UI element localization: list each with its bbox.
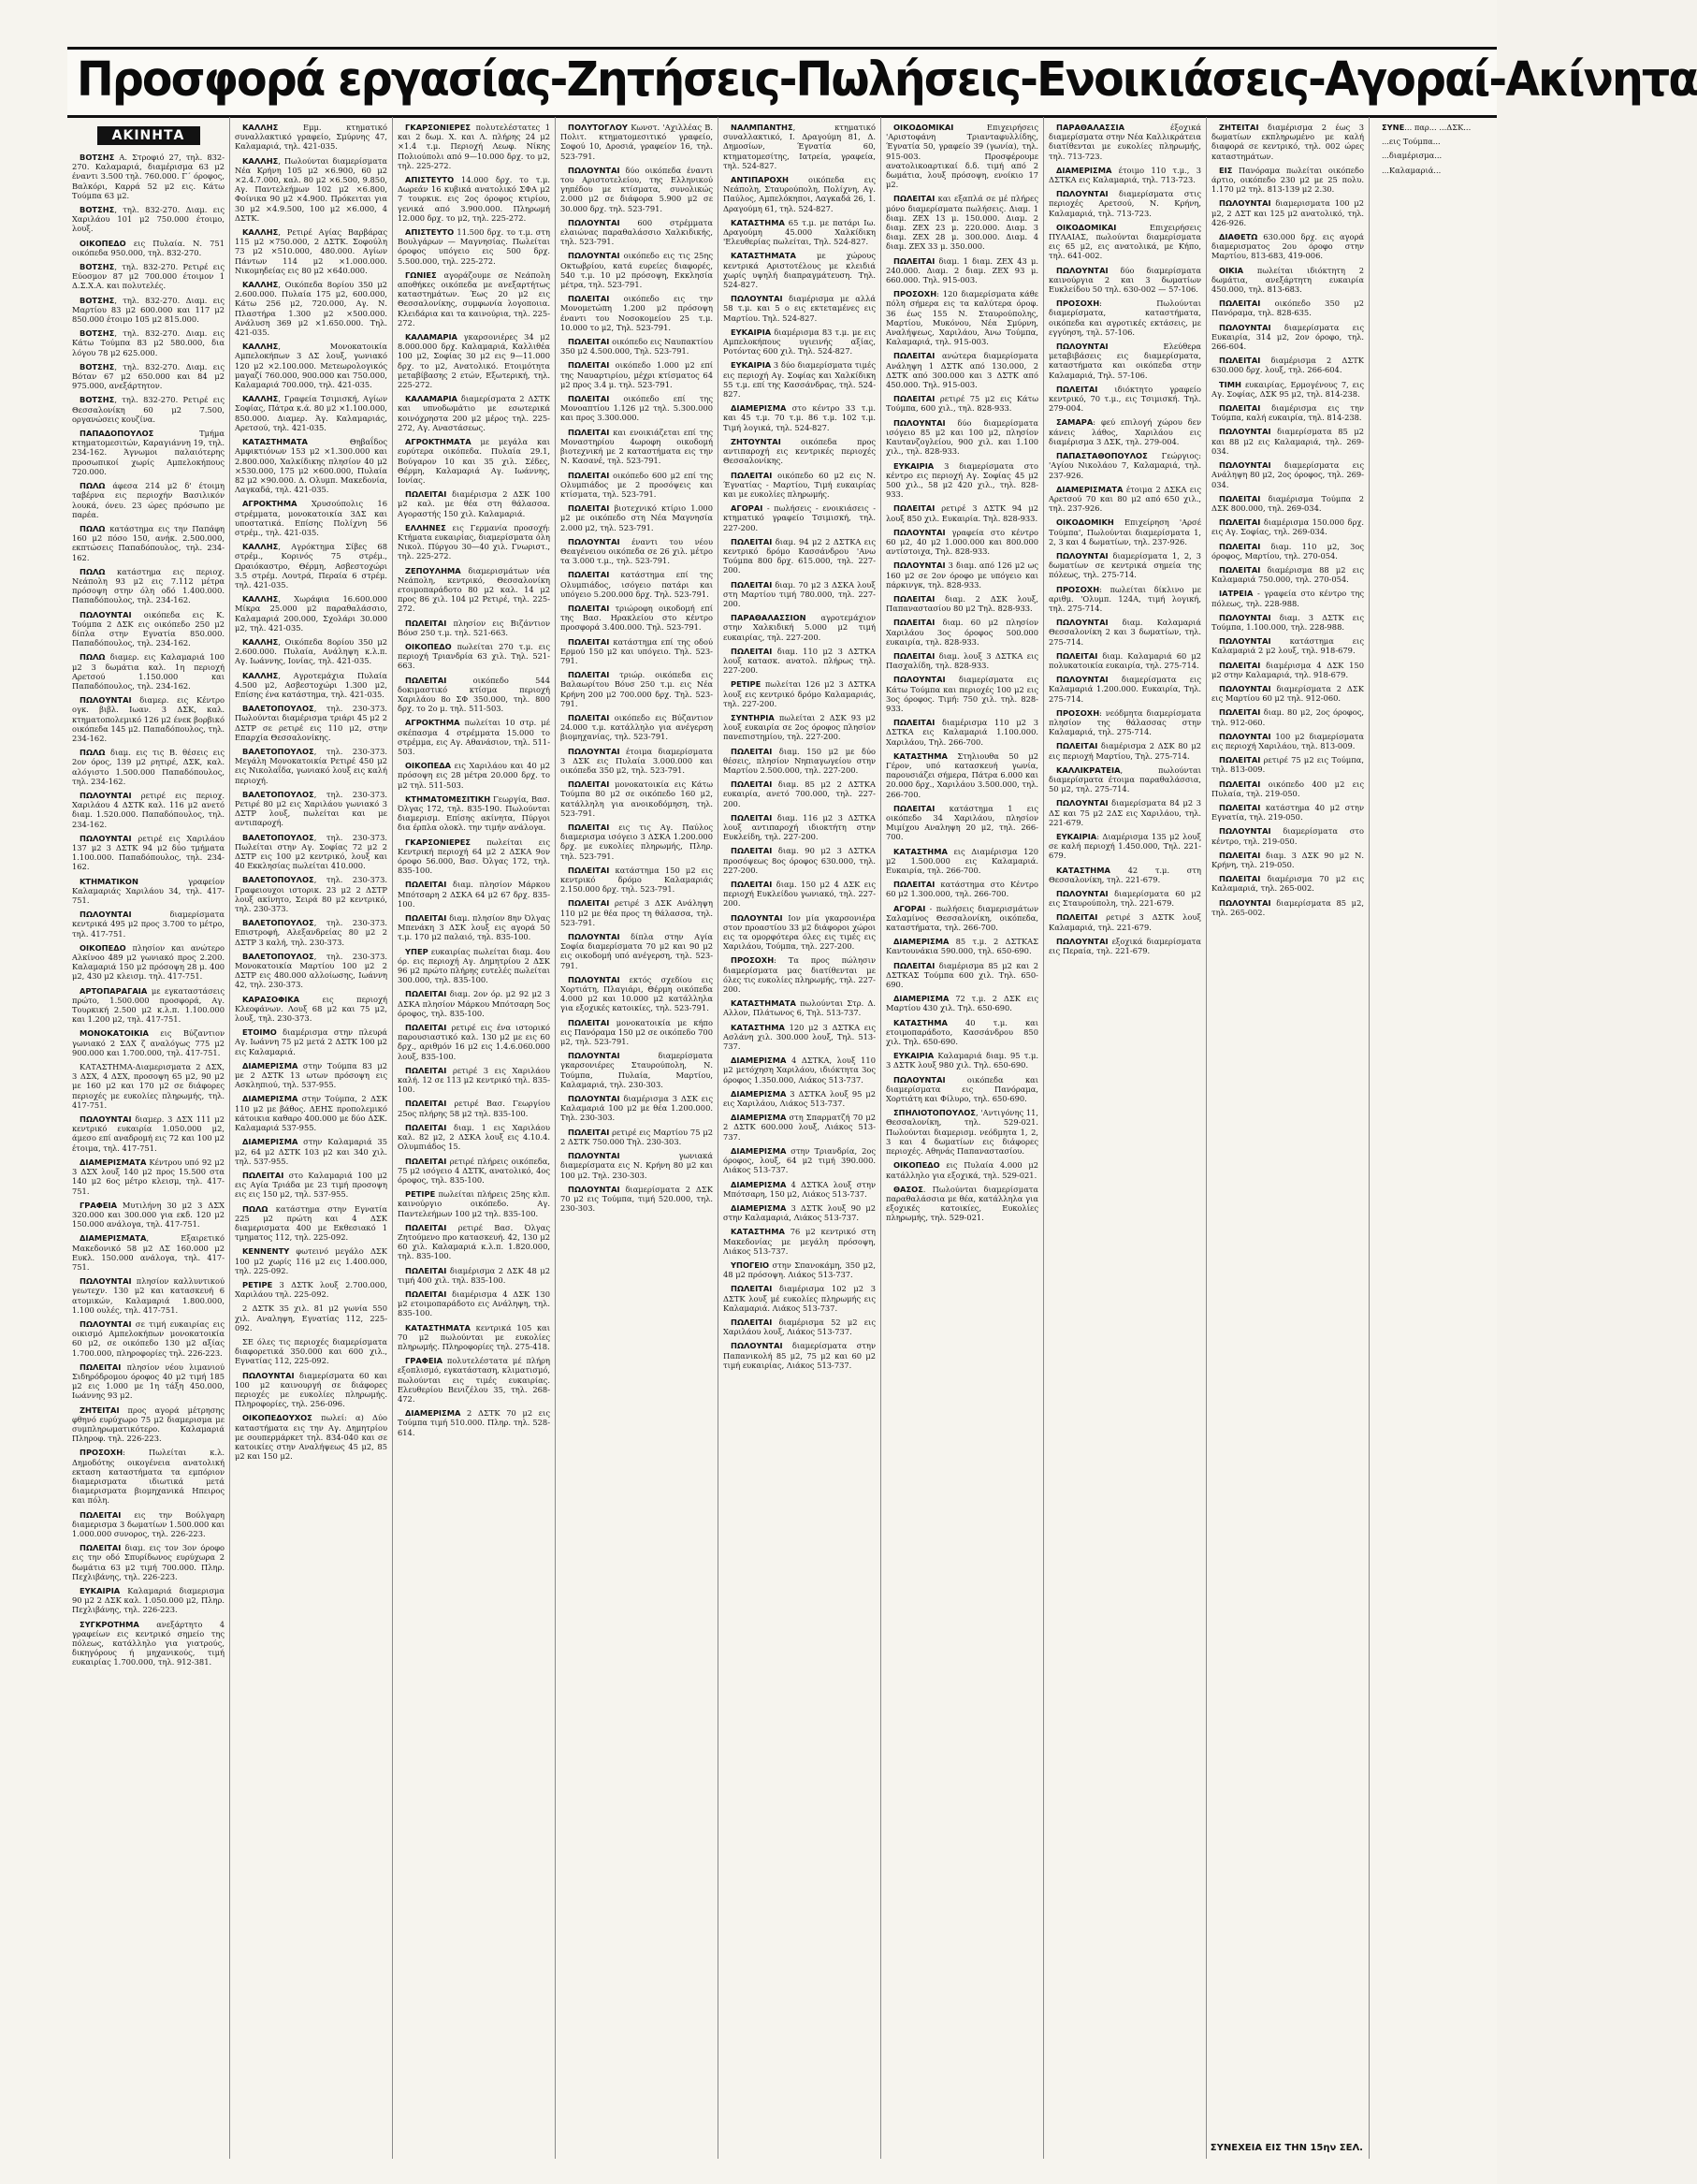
classified-ad: ΚΑΛΛΗΣ, Μονοκατοικία Αμπελοκήπων 3 ΔΣ λουξ, γωνιακό 120 μ2 ×2.100.000. Μετεωρολογικός μαγαζί 760.000, 900.000 και 750.000, Καλαμαριά 700.000, τηλ. 421-035. [235,342,387,390]
classified-ad: ΚΑΛΑΜΑΡΙΑ διαμερίσματα 2 ΔΣΤΚ και υπνοδωμάτιο με εσωτερικά κοινόχρηστα 200 μ2 μέρος τηλ. 225-272, Αγ. Αναστάσεως. [398,394,550,432]
classified-ad: ΠΩΛΟΥΝΤΑΙ διαμερ. εις Κέντρο ογκ. βιβλ. Ιωαν. 3 ΔΣΚ, καλ. κτηματοπολεμικό 126 μ2 ένεκ βορβικό οικόπεδα 145 μ2. Παπαδόπουλος, τηλ. 234-162. [72,695,225,743]
classified-ad: ΟΙΚΟΔΟΜΙΚΑΙ Επιχειρήσεις ΠΥΛΑΙΑΣ, πωλούνται διαμερίσματα εις 65 μ2, εις ανατολικά, με Κήπο, τηλ. 641-002. [1049,222,1201,261]
classified-ad: ΠΩΛΟΥΝΤΑΙ οικόπεδο εις τις 25ης Οκτωβρίου, κατά ευρείες διαφορές, 540 τ.μ. 10 μ2 πρόσοψη, Εκκλησία μέτρα, τηλ. 523-791. [560,251,713,290]
classified-ad: ΚΑΛΛΗΣ, Ρετιρέ Αγίας Βαρβάρας 115 μ2 ×750.000, 2 ΔΣΤΚ. Σοφούλη 73 μ2 ×510.000, 480.000. Αγίων Πάντων 114 μ2 ×1.000.000. Νικομηδείας εις 80 μ2 ×640.000. [235,227,387,275]
classified-ad: ΠΩΛΕΙΤΑΙ διαμ. 70 μ2 3 ΔΣΚΑ λουξ στη Μαρτίου τιμή 780.000, τηλ. 227-200. [723,579,876,608]
classified-ad: ΔΙΑΜΕΡΙΣΜΑ έτοιμο 110 τ.μ., 3 ΔΣΤΚΑ εις Καλαμαριά, τηλ. 713-723. [1049,165,1201,185]
classified-ad: ΠΩΛΟΥΝΤΑΙ διαμ. Καλαμαριά Θεσσαλονίκη 2 και 3 δωματίων, τηλ. 275-714. [1049,618,1201,647]
classified-ad: ΠΩΛΕΙΤΑΙ διαμ. 150 μ2 με δύο θέσεις, πλησίον Νηπιαγωγείου στην Μαρτίου 2.500.000, τηλ. 227-200. [723,746,876,775]
classified-ad: ΠΩΛΕΙΤΑΙ οικόπεδο εις Ναυπακτίου 350 μ2 4.500.000, Τηλ. 523-791. [560,337,713,357]
classified-ad: ΠΩΛΕΙΤΑΙ και εξαπλά σε μέ πλήρες μόνο διαμερίσματα πωλήσεις. Διαμ. 1 διαμ. ΖΕΧ 13 μ. 150.000. Διαμ. 2 διαμ. ΖΕΧ 23 μ. 220.000. Διαμ. 3 διαμ. ΖΕΧ 28 μ. 300.000. Διαμ. 4 διαμ. ΖΕΧ 33 μ. 350.000. [886,194,1038,252]
classified-ad: ΠΟΛΥΤΟΓΛΟΥ Κωνστ. 'Αχιλλέας Β. Πολιτ. κτηματομεσιτικό γραφείο, Σοφού 10, Δροσιά, γραφείον 16, τηλ. 523-791. [560,123,713,161]
classified-ad: ΥΠΕΡ ευκαιρίας πωλείται διαμ. 4ου όρ. εις περιοχή Αγ. Δημητρίου 2 ΔΣΚ 96 μ2 πρώτο πλήρης ευτελές πωλείται 300.000, τηλ. 835-100. [398,946,550,985]
classified-ad: ΠΩΛΟΥΝΤΑΙ διαμέρισμα με αλλά 58 τ.μ. και 5 ο εις εκτεταμένες εις Μαρτίου. Τηλ. 524-827. [723,294,876,323]
classified-ad: ΣΥΓΚΡΟΤΗΜΑ ανεξάρτητο 4 γραφείων εις κεντρικό σημείο της πόλεως, κατάλληλο για γιατρούς, δικηγόρους ή μηχανικούς, τιμή ευκαιρίας 1.700.000, τηλ. 912-381. [72,1619,225,1667]
classified-ad: ΟΙΚΟΠΕΔΟΥΧΟΣ πωλεί: α) Δύο καταστήματα εις την Αγ. Δημητρίου με σουπερμάρκετ τηλ. 834-040 και σε κατοικίες στην Αναλήψεως 45 μ2, 85 μ2 και 150 μ2. [235,1413,387,1462]
classified-ad: ΑΠΙΣΤΕΥΤΟ 14.000 δρχ. το τ.μ. Δωρεάν 16 κυβικά ανατολικό ΣΦΑ μ2 7 τουρκικ. εις 2ος όροφος κτιρίου, γενικά από 3.900.000. Πληρωμή 12.000 δρχ. το μ2, τηλ. 225-272. [398,175,550,223]
classified-ad: ΔΙΑΜΕΡΙΣΜΑ 3 ΔΣΤΚΑ λουξ 95 μ2 εις Χαριλάου, Λιάκος 513-737. [723,1088,876,1109]
classified-ad: ΠΩΛΟΥΝΤΑΙ 600 στρέμματα ελαιώνας παραθαλάσσιο Χαλκιδικής, τηλ. 523-791. [560,217,713,247]
classified-ad: ΚΑΛΑΜΑΡΙΑ γκαρσονιέρες 34 μ2 8.000.000 δρχ. Καλαμαριά, Καλλιθέα 100 μ2, Σοφίας 30 μ2 εις 9—11.000 δρχ. το μ2, Ανατολικό. Ετοιμότητα μεταβίβασης 2 ετών, Εξωτερική, τηλ. 225-272. [398,332,550,390]
classified-ad: ΠΩΛΕΙΤΑΙ τριώρ. οικόπεδα εις Βαλαωρίτου Βόυσ 250 τ.μ. εις Νέα Κρήνη 200 μ2 700.000 δρχ. Τηλ. 523-791. [560,670,713,708]
classified-ad: ΠΩΛΕΙΤΑΙ εις τις Αγ. Παύλος διαμερισμα ισόγειο 3 ΔΣΚΑ 1.200.000 δρχ. με ευκολίες πληρωμής, Πληρ. τηλ. 523-791. [560,823,713,861]
column-2 [230,117,393,2159]
classified-ad: ΕΥΚΑΙΡΙΑ 3 διαμερίσματα στο κέντρο εις περιοχή Αγ. Σοφίας 45 μ2 500 χιλ., 58 μ2 420 χιλ., τηλ. 828-933. [886,460,1038,500]
classified-ad: ΠΩΛΟΥΝΤΑΙ κατάστημα εις Καλαμαριά 2 μ2 λουξ, τηλ. 918-679. [1211,636,1364,656]
classified-ad: 2 ΔΣΤΚ 35 χιλ. 81 μ2 γωνία 550 χιλ. Αναληψη, Εγνατίας 112, 225-092. [235,1303,387,1332]
classified-ad: ΒΑΛΕΤΟΠΟΥΛΟΣ, τηλ. 230-373. Πωλούνται διαμέρισμα τριάρι 45 μ2 2 ΔΣΤΡ σε ρετιρέ εις 110 μ2, στην Επαρχία Θεσσαλονίκης. [235,704,387,742]
classified-ad: ΠΩΛΟΥΝΤΑΙ διαμερίσματα 84 μ2 3 ΔΣ και 75 μ2 2ΔΣ εις Χαριλάου, τηλ. 221-679. [1049,798,1201,827]
classified-ad: ΠΩΛΟΥΝΤΑΙ διαμερίσματα στις περιοχές Αρετσού, Ν. Κρήνη, Καλαμαριά, τηλ. 713-723. [1049,189,1201,218]
classified-ad: ΚΑΤΑΣΤΗΜΑ εις Διαμέρισμα 120 μ2 1.500.000 εις Καλαμαριά. Ευκαιρία, τηλ. 266-700. [886,846,1038,876]
classified-ad: ΠΩΛΟΥΝΤΑΙ διαμερίσματα 85 μ2, τηλ. 265-002. [1211,897,1364,917]
classified-ad: ΕΤΟΙΜΟ διαμέρισμα στην πλευρά Αγ. Ιωάννη 75 μ2 μετά 2 ΔΣΤΚ 100 μ2 εις Καλαμαριά. [235,1027,387,1056]
classified-ad: ΠΩΛΟΥΝΤΑΙ έτοιμα διαμερίσματα 3 ΔΣΚ εις Πυλαία 3.000.000 και οικόπεδα 350 μ2, τηλ. 523-791. [560,746,713,775]
classified-ad: ΠΩΛΕΙΤΑΙ διαμέρισμα 85 μ2 και 2 ΔΣΤΚΑΣ Τούμπα 600 χιλ. Τηλ. 650-690. [886,960,1038,990]
classified-ad: ...εις Τούμπα... [1382,137,1441,147]
classified-ad: ΠΩΛΕΙΤΑΙ ρετιρέ 75 μ2 εις Τούμπα, τηλ. 813-009. [1211,755,1364,775]
classified-ad: ΚΕΝΝΕΝΤΥ φωτεινό μεγάλο ΔΣΚ 100 μ2 χωρίς 116 μ2 εις 1.400.000, τηλ. 225-092. [235,1246,387,1275]
column-4 [556,117,718,2159]
classified-ad: ΔΙΑΜΕΡΙΣΜΑ στην Τούμπα, 2 ΔΣΚ 110 μ2 με βάθος. ΔΕΗΣ προπολεμικό κάτοικια καθαρο 400.000 με δύο ΔΣΚ. Καλαμαριά 537-955. [235,1094,387,1133]
classified-ad: ΠΩΛΕΙΤΑΙ οικόπεδο 60 μ2 εις Ν. Έγνατίας - Μαρτίου, Τιμή ευκαιρίας και με ευκολίες πληρωμής. [723,470,876,499]
classified-ad: ΣΥΝΕ... παρ... ...ΔΣΚ... [1382,123,1472,132]
classified-ad: ΠΩΛΕΙΤΑΙ οικόπεδο εις Βύζαντιον 24.000 τ.μ. κατάλληλο για ανέγερση βιομηχανίας, τηλ. 523-791. [560,712,713,742]
classified-ad: ΔΙΑΜΕΡΙΣΜΑ 2 ΔΣΤΚ 70 μ2 εις Τούμπα τιμή 510.000. Πληρ. τηλ. 528-614. [398,1408,550,1437]
classified-ad: ΠΩΛΕΙΤΑΙ διαμέρισμα 2 ΔΣΤΚ 630.000 δρχ. λουξ, τηλ. 266-604. [1211,356,1364,375]
classified-ad: ΠΩΛΕΙΤΑΙ οικόπεδο επί της Μονοαπτίου 1.126 μ2 τηλ. 5.300.000 και προς 3.300.000. [560,394,713,423]
classified-ad: ΠΩΛΟΥΝΤΑΙ οικόπεδα και διαμερίσματα εις Πανόραμα, Χορτιάτη και Φίλυρο, τηλ. 650-690. [886,1074,1038,1104]
classified-ad: ΠΩΛΕΙΤΑΙ οικόπεδο 350 μ2 Πανόραμα, τηλ. 828-635. [1211,298,1364,318]
classified-ad: ΠΩΛΕΙΤΑΙ πλησίον νέου λιμανιού Σιδηρόδρομου όροφος 40 μ2 τιμή 185 μ2 εις 1.000 με 1η τάξη 450.000, Ιωάννης 93 μ2. [72,1361,225,1401]
classified-ad: ΠΩΛΕΙΤΑΙ διαμ. εις τον 3ον όροφο εις την οδό Σπυρίδωνος ευρύχωρα 2 δωμάτια 63 μ2 τιμή 700.000. Πληρ. Πεχλιβάνης, τηλ. 226-223. [72,1543,225,1581]
classified-ad: ΚΑΤΑΣΤΗΜΑ 76 μ2 κεντρικό στη Μακεδονίας με μεγάλη πρόσοψη, Λιάκος 513-737. [723,1227,876,1256]
classified-ad: ΠΩΛΕΙΤΑΙ οικόπεδο εις την Μονομετώπη 1.200 μ2 πρόσοψη έναντι του Νοσοκομείου 25 τ.μ. 10.000 το μ2, Τηλ. 523-791. [560,294,713,332]
continued-notice: ΣΥΝΕΧΕΙΑ ΕΙΣ ΤΗΝ 15ην ΣΕΛ. [1210,2143,1363,2153]
classified-ad: ΑΓΡΟΚΤΗΜΑ πωλείται 10 στρ. μέ σκέπασμα 4 στρέμματα 15.000 το στρέμμα, εις Αγ. Αθανάσιον, τηλ. 511-503. [398,718,550,756]
classified-ad: ΒΟΤΣΗΣ Α. Στροφιό 27, τηλ. 832-270. Καλαμαριά, διαμέρισμα 63 μ2 έναντι 3.500 τηλ. 760.000. Γ΄ όροφος, Βαλκόρι, Καρρά 52 μ2 εις. Κάτω Τούμπα 63 μ2. [72,153,225,200]
classified-ad: ΓΡΑΦΕΙΑ Μυτιλήνη 30 μ2 3 ΔΣΧ 320.000 και 300.000 για εκδ. 120 μ2 150.000 ανάλογα, τηλ. 417-751. [72,1200,225,1230]
classified-ad: ΣΠΗΛΙΟΤΟΠΟΥΛΟΣ, 'Αντιγόνης 11, Θεσσαλονίκη, τηλ. 529-021. Πωλούνται διαμερισμ. νεόδμητα 1, 2, 3 και 4 δωματίων εις διάφορες περιοχές. Αθηνάς Παπαναστασίου. [886,1108,1038,1157]
classified-ad: ΔΙΑΜΕΡΙΣΜΑ 4 ΔΣΤΚΑ, λουξ 110 μ2 μετόχηση Χαριλάου, ιδιόκτητα 3ος όροφος 1.350.000, Λιάκος 513-737. [723,1056,876,1085]
classified-ad: ΚΑΤΑΣΤΗΜΑ 65 τ.μ. με πατάρι Ιω. Δραγούμη 45.000 Χαλκίδικη 'Ελευθερίας πωλείται, Τηλ. 524-827. [723,217,876,247]
classified-ad: ΠΩΛΕΙΤΑΙ διαμ. πλησίον Μάρκου Μπότσαρη 2 ΔΣΚΑ 64 μ2 67 δρχ. 835-100. [398,880,550,909]
classified-ad: ΒΑΛΕΤΟΠΟΥΛΟΣ, τηλ. 230-373. Ρετιρέ 80 μ2 εις Χαριλάου γωνιακό 3 ΔΣΤΡ λουξ, πωλείται και με αντιπαροχή. [235,789,387,828]
classified-ad: ΑΠΙΣΤΕΥΤΟ 11.500 δρχ. το τ.μ. στη Βουλγάρων — Μαγνησίας. Πωλείται όροφος υπόγειο εις 500 δρχ. 5.500.000, τηλ. 225-272. [398,227,550,266]
classified-ad: ΔΙΑΜΕΡΙΣΜΑ 4 ΔΣΤΚΑ λουξ στην Μπότσαρη, 150 μ2, Λιάκος 513-737. [723,1179,876,1199]
classified-ad: ΓΡΑΦΕΙΑ πολυτελέστατα μέ πλήρη εξοπλισμό, εγκατάσταση, κλιματισμό, πωλούνται εις τιμές ευκαιρίας. Ελευθερίου Βενιζέλου 35, τηλ. 268-472. [398,1356,550,1404]
classified-ad: ΠΑΡΑΘΑΛΑΣΣΙΟΝ αγροτεμάχιον στην Χαλκιδική 5.000 μ2 τιμή ευκαιρίας, τηλ. 227-200. [723,613,876,642]
classified-ad: ΠΩΛΕΙΤΑΙ διαμ. Καλαμαριά 60 μ2 πολυκατοικία ευκαιρία, τηλ. 275-714. [1049,650,1201,670]
classified-ad: ΕΥΚΑΙΡΙΑ Καλαμαριά διαμερισμα 90 μ2 2 ΔΣΚ καλ. 1.050.000 μ2, Πληρ. Πεχλιβάνης, τηλ. 226-223. [72,1586,225,1615]
classified-ad: ΔΙΑΜΕΡΙΣΜΑ 72 τ.μ. 2 ΔΣΚ εις Μαρτίου 430 χιλ. Τηλ. 650-690. [886,994,1038,1013]
classified-ad: ΠΩΛΕΙΤΑΙ ρετιρέ 3 εις Χαριλάου καλή. 12 σε 113 μ2 κεντρικό τηλ. 835-100. [398,1065,550,1095]
classified-ad: ΠΩΛΟΥΝΤΑΙ διαμερίσματα 1, 2, 3 δωματίων σε κεντρικά σημεία της πόλεως, τηλ. 275-714. [1049,550,1201,580]
classified-ad: ΠΩΛΕΙΤΑΙ διαμέρισμα Τούμπα 2 ΔΣΚ 800.000, τηλ. 269-034. [1211,493,1364,513]
classified-ad: ΕΥΚΑΙΡΙΑ 3 δύο διαμερίσματα τιμές εις περιοχή Αγ. Σοφίας και Χαλκίδικη 55 τ.μ. επί της Κασσάνδρας, τηλ. 524-827. [723,360,876,400]
classified-ad: ΖΗΤΟΥΝΤΑΙ οικόπεδα προς αντιπαροχή εις κεντρικές περιοχές Θεσσαλονίκης. [723,436,876,466]
classified-ad: ΑΓΡΟΚΤΗΜΑΤΑ με μεγάλα και ευρύτερα οικόπεδα. Πυλαία 29.1, Βούγαρον 10 και 35 χιλ. Σέδες, Θέρμη, Καλαμαριά Αγ. Ιωάννης, Ιονίας. [398,437,550,485]
classified-ad: ΠΩΛΕΙΤΑΙ μονοκατοικία με κήπο εις Πανόραμα 150 μ2 σε οικόπεδο 700 μ2, τηλ. 523-791. [560,1017,713,1047]
classified-ad: ΟΙΚΟΠΕΔΟ πλησίον και ανώτερο Αλκίνοο 489 μ2 γωνιακό προς 2.200. Καλαμαριά 150 μ2 πρόσοψη 28 μ. 400 μ2, 430 μ2 κλεισμ. τηλ. 417-751. [72,942,225,982]
classified-ad: ΠΩΛΕΙΤΑΙ κατάστημα επί της Ολυμπιάδος, ισόγειο πατάρι και υπόγειο 5.200.000 δρχ. Τηλ. 523-791. [560,570,713,599]
classified-ad: ΟΙΚΟΠΕΔΑ εις Χαριλάου και 40 μ2 πρόσοψη εις 28 μέτρα 20.000 δρχ. το μ2 τηλ. 511-503. [398,761,550,790]
classified-ad: ΚΑΤΑΣΤΗΜΑΤΑ πωλούνται Στρ. Δ. Αλλον, Πλάτωνος 6, Τηλ. 513-737. [723,998,876,1018]
classified-ad: ΠΩΛΕΙΤΑΙ ρετιρέ 3 ΔΣΚ Ανάληψη 110 μ2 με θέα προς τη θάλασσα, τηλ. 523-791. [560,898,713,927]
classified-ad: ΠΩΛΟΥΝΤΑΙ διαμέρισμα 3 ΔΣΚ εις Καλαμαριά 100 μ2 με θέα 1.200.000. Τηλ. 230-303. [560,1094,713,1123]
classified-ad: ΠΩΛΟΥΝΤΑΙ διαμερίσματα στην Παπανικολή 85 μ2, 75 μ2 και 60 μ2 τιμή ευκαιρίας, Λιάκος 513-737. [723,1341,876,1370]
classified-ad: ΚΑΛΛΗΣ, Χωράφια 16.600.000 Μίκρα 25.000 μ2 παραθαλάσσιο, Καλαμαριά 200.000, Σχολάρι 30.000 μ2, τηλ. 421-035. [235,594,387,633]
classified-ad: ΠΩΛΟΥΝΤΑΙ σε τιμή ευκαιρίας εις οικισμό Αμπελοκήπων μονοκατοικία 60 μ2, σε οικόπεδο 130 μ2 αξίας 1.700.000, πληροφορίες τηλ. 226-223. [72,1318,225,1358]
classifieds-banner [67,47,1697,118]
classified-ad: ΠΩΛΟΥΝΤΑΙ διαμερ. 3 ΔΣΧ 111 μ2 κεντρικό ευκαιρία 1.050.000 μ2, άμεσο επί αναδρομή εις 72 και 100 μ2 έτοιμα, τηλ. 417-751. [72,1114,225,1153]
classified-ad: ΠΩΛΕΙΤΑΙ ρετιρέ εις Μαρτίου 75 μ2 2 ΔΣΤΚ 750.000 Τηλ. 230-303. [560,1127,713,1146]
classified-ad: ΠΩΛΕΙΤΑΙ και ενοικιάζεται επί της Μοναστηρίου 4ωροφη οικοδομή βιοτεχνική με 2 καταστήματα εις την Ν. Κασανέ, τηλ. 523-791. [560,427,713,466]
classifieds-columns [67,117,1497,2159]
classified-ad: ΠΩΛΟΥΝΤΑΙ διαμερίσματα γκαρσονιέρες Σταυρούπολη, Ν. Τούμπα, Πυλαία, Μαρτίου, Καλαμαριά, τηλ. 230-303. [560,1051,713,1089]
classified-ad: ΠΡΟΣΟΧΗ: 120 διαμερίσματα κάθε πόλη σήμερα εις τα καλύτερα όροφ. 36 έως 155 Ν. Σταυρούπολης, Μαρτίου, Μυκόνου, Νέα Σμύρνη, Αναλήψεως, Χαριλάου, Άνω Τούμπα, Καλαμαριά, τηλ. 915-003. [886,289,1038,347]
classified-ad: ΠΩΛΟΥΝΤΑΙ διαμερίσματα 2 ΔΣΚ 70 μ2 εις Τούμπα, τιμή 520.000, τηλ. 230-303. [560,1184,713,1214]
classified-ad: ΓΚΑΡΣΟΝΙΕΡΕΣ πωλείται εις Κεντρική περιοχή 64 μ2 2 ΔΣΚΑ 9ον όροφο 56.000, Βασ. Όλγας 172, τηλ. 835-100. [398,837,550,876]
classified-ad: ΟΙΚΟΔΟΜΙΚΑΙ Επιχειρήσεις 'Αριστοφάνη Τριανταφυλλίδης, Έγνατία 50, γραφείο 39 (γωνία), τηλ. 915-003. Προσφέρουμε ανατολικοαρτικαί δ.δ. τιμή από 2 δωμάτια, λουξ πρόσοψη, ενοίκιο 17 μ2. [886,123,1038,190]
classified-ad: ΠΩΛΕΙΤΑΙ διαμ. 1 διαμ. ΖΕΧ 43 μ. 240.000. Διαμ. 2 διαμ. ΖΕΧ 93 μ. 660.000. Τηλ. 915-003. [886,255,1038,285]
classified-ad: ΠΩΛΩ διαμερ. εις Καλαμαριά 100 μ2 3 δωμάτια καλ. 1η περιοχή Αρετσού 1.150.000 και Παπαδόπουλος, τηλ. 234-162. [72,652,225,691]
classified-ad: ΘΑΣΟΣ. Πωλούνται διαμερίσματα παραθαλάσσια με θέα, κατάλληλα για εξοχικές κατοικίες, Ευκολίες πληρωμής, τηλ. 529-021. [886,1184,1038,1223]
classified-ad: ΠΩΛΩ κατάστημα εις την Παπάφη 160 μ2 πόσο 150, ανήκ. 2.500.000, εκπτώσεις Παπαδόπουλος, τηλ. 234-162. [72,523,225,562]
classified-ad: ΓΩΝΙΕΣ αγοράζουμε σε Νεάπολη αποθήκες οικόπεδα με ανεξαρτήτως καταστημάτων. Έως 20 μ2 εις Θεσσαλονίκης, συμφωνία λογοποιια. Κλειδάρια και τα καινούρια, τηλ. 225-272. [398,269,550,328]
classified-ad: ΠΩΛΕΙΤΑΙ μονοκατοικία εις Κάτω Τούμπα 80 μ2 σε οικόπεδο 160 μ2, κατάλληλη για ανοικοδόμηση, τηλ. 523-791. [560,779,713,818]
classified-ad: ΔΙΑΜΕΡΙΣΜΑ στη Σπαρματζή 70 μ2 2 ΔΣΤΚ 600.000 λουξ, Λιάκος 513-737. [723,1113,876,1142]
classified-ad: ΖΕΠΟΥΛΗΜΑ διαμερισμάτων νέα Νεάπολη, κεντρικό, Θεσσαλονίκη ετοιμοπαράδοτο 80 μ2 καλ. 14 μ2 προς 86 χιλ. 104 μ2 Ρετιρέ, τηλ. 225-272. [398,565,550,614]
column-9-partial [1370,117,1497,2159]
classified-ad: ΠΩΛΟΥΝΤΑΙ Ελεύθερα μεταβιβάσεις εις διαμερίσματα, καταστήματα και οικόπεδα στην Καλαμαριά, Τηλ. 57-106. [1049,342,1201,380]
classified-ad: ΠΩΛΕΙΤΑΙ διαμ. λουξ 3 ΔΣΤΚΑ εις Πασχαλίδη, τηλ. 828-933. [886,650,1038,671]
classified-ad: ΣΑΜΑΡΑ: φεύ επιλογή χώρου δεν κάνεις λάθος, Χαριλάου εις διαμέρισμα 3 ΔΣΚ, τηλ. 279-004. [1049,417,1201,446]
classified-ad: ΠΩΛΟΥΝΤΑΙ γωνιακά διαμερίσματα εις Ν. Κρήνη 80 μ2 και 100 μ2. Τηλ. 230-303. [560,1151,713,1180]
classified-ad: ΠΩΛΕΙΤΑΙ διαμ. 2ον όρ. μ2 92 μ2 3 ΔΣΚΑ πλησίον Μάρκου Μπότσαρη 5ος όροφος, τηλ. 835-100. [398,989,551,1018]
classified-ad: ΠΩΛΕΙΤΑΙ ανώτερα διαμερίσματα Ανάληψη 1 ΔΣΤΚ από 130.000, 2 ΔΣΤΚ από 300.000 και 3 ΔΣΤΚ από 450.000. Τηλ. 915-003. [886,351,1038,390]
classified-ad: ΣΥΝΤΗΡΙΑ πωλείται 2 ΔΣΚ 93 μ2 λουξ ευκαιρία σε 2ος όροφος πλησίον πανεπιστημίου, τηλ. 227-200. [723,712,876,742]
classified-ad: ΠΩΛΟΥΝΤΑΙ δύο διαμερίσματα ισόγειο 85 μ2 και 100 μ2, πλησίον Καυτανζογλείου, 900 χιλ. και 1.100 χιλ., τηλ. 828-933. [886,417,1038,457]
classified-ad: ΡΕΤΙΡΕ πωλείται πλήρεις 25ης κλπ. καινούργιο οικόπεδο. Αγ. Παντελεήμων 100 μ2 τηλ. 835-100. [398,1189,550,1218]
classified-ad: ΚΑΤΑΣΤΗΜΑ 40 τ.μ. και ετοιμοπαράδοτο, Κασσάνδρου 850 χιλ. Τηλ. 650-690. [886,1017,1038,1047]
classified-ad: ...διαμέρισμα... [1382,151,1443,161]
classified-ad: ΠΩΛΟΥΝΤΑΙ ρετιρέ εις περιοχ. Χαριλάου 4 ΔΣΤΚ καλ. 116 μ2 ανετό διαμ. 1.520.000. Παπαδόπουλος, τηλ. 234-162. [72,790,225,829]
classified-ad: ΟΙΚΟΠΕΔΟ εις Πυλαία. Ν. 751 οικόπεδα 950.000, τηλ. 832-270. [72,238,225,257]
classified-ad: ΠΩΛΟΥΝΤΑΙ δίπλα στην Αγία Σοφία διαμερίσματα 70 μ2 και 90 μ2 εις οικοδομή υπό ανέγερση, τηλ. 523-791. [560,932,713,970]
classified-ad: ΔΙΑΜΕΡΙΣΜΑ στο κέντρο 33 τ.μ. και 45 τ.μ. 70 τ.μ. 86 τ.μ. 102 τ.μ. Τιμή λογικά, τηλ. 524-827. [723,403,876,432]
classified-ad: ΠΩΛΟΥΝΤΑΙ διαμερίσματα εις Ευκαιρία, 314 μ2, 2ον όροφο, τηλ. 266-604. [1211,322,1364,352]
classified-ad: ΠΩΛΕΙΤΑΙ κατάστημα 1 εις οικόπεδο 34 Χαριλάου, πλησίον Μιμίχου Αναληψη 20 μ2, τηλ. 266-700. [886,803,1038,842]
classified-ad: ΚΑΡΑΣΟΦΙΚΑ εις περιοχή Κλεοφάνων. Λουξ 68 μ2 και 75 μ2, λουξ, τηλ. 230-373. [235,994,387,1024]
classified-ad: ΕΛΛΗΝΕΣ εις Γερμανία προσοχή: Κτήματα ευκαιρίας, διαμερίσματα όλη Νικολ. Πύργου 30—40 χιλ. Γνωριστ., τηλ. 225-272. [398,522,551,561]
classified-ad: ΠΩΛΕΙΤΑΙ τριώροφη οικοδομή επί της Βασ. Ηρακλείου στο κέντρο προσφορά 3.400.000. Τηλ. 523-791. [560,603,713,633]
classified-ad: ΚΑΛΛΙΚΡΑΤΕΙΑ, πωλούνται διαμερίσματα έτοιμα παραθαλάσσια, 50 μ2, τηλ. 275-714. [1049,764,1201,794]
classified-ad: ΠΩΛΕΙΤΑΙ διαμέρισμα 2 ΔΣΚ 80 μ2 εις περιοχή Μαρτίου, Τηλ. 275-714. [1049,741,1201,761]
classified-ad: ΠΩΛΟΥΝΤΑΙ διαμερίσματα κεντρικά 495 μ2 προς 3.700 το μέτρο, τηλ. 417-751. [72,910,225,939]
classified-ad: ΠΩΛΕΙΤΑΙ διαμέρισμα 52 μ2 εις Χαριλάου λουξ, Λιάκος 513-737. [723,1317,876,1337]
classified-ad: ΥΠΟΓΕΙΟ στην Σπανοκάμη, 350 μ2, 48 μ2 πρόσοψη. Λιάκος 513-737. [723,1259,876,1280]
banner-title: Προσφορά εργασίας-Ζητήσεις-Πωλήσεις-Ενοικιάσεις-Αγοραί-Ακίνητα [77,52,1697,108]
classified-ad: ΠΩΛΕΙΤΑΙ διαμ. 94 μ2 2 ΔΣΤΚΑ εις κεντρικό δρόμο Κασσάνδρου 'Ανω Τούμπα 800 δρχ. 615.000, τηλ. 227-200. [723,536,876,575]
classified-ad: ΠΩΛΟΥΝΤΑΙ διαμερίσματα εις Ανάληψη 80 μ2, 2ος όροφος, τηλ. 269-034. [1211,460,1364,489]
classified-ad: ΠΩΛΕΙΤΑΙ βιοτεχνικό κτίριο 1.000 μ2 με οικόπεδο στη Νέα Μαγνησία 2.000 μ2, τηλ. 523-791. [560,503,713,532]
classified-ad: ΑΓΟΡΑΙ - πωλήσεις διαμερισμάτων Σαλαμίνος Θεσσαλονίκη, οικόπεδα, καταστήματα, τηλ. 266-700. [886,903,1038,933]
classified-ad: ΠΩΛΟΥΝΤΑΙ οικόπεδα εις Κ. Τούμπα 2 ΔΣΚ εις οικόπεδο 250 μ2 δίπλα στην Εγνατία 850.000. Παπαδόπουλος, τηλ. 234-162. [72,609,225,648]
classified-ad: ΤΙΜΗ ευκαιρίας, Ερμογένους 7, εις Αγ. Σοφίας, ΔΣΚ 95 μ2, τηλ. 814-238. [1211,379,1364,399]
classified-ad: ΠΩΛΟΥΝΤΑΙ Ιον μία γκαρσονιέρα στον προαστίου 33 μ2 διάφοροι χώροι εις τα ομορφότερα όλες εις τιμές εις Χαριλάου, Τούμπα, τηλ. 227-200. [723,912,876,952]
classified-ad: ΠΩΛΕΙΤΑΙ ρετιρέ 3 ΔΣΤΚ 94 μ2 λουξ 850 χιλ. Ευκαιρία. Τηλ. 828-933. [886,503,1038,523]
classified-ad: ΣΕ όλες τις περιοχές διαμερίσματα διαφορετικά 350.000 και 600 χιλ., Εγνατίας 112, 225-092. [235,1336,387,1366]
classified-ad: ΚΑΛΛΗΣ, Αγρόκτημα Σίβες 68 στρέμ., Κορινός 75 στρέμ., Ωραιόκαστρο, Θέρμη, Ασβεστοχώρι 3.5 στρέμ. Λουτρά, Περαία 6 στρέμ. τηλ. 421-035. [235,542,387,590]
classified-ad: ΠΩΛΕΙΤΑΙ οικόπεδο 544 δοκιμαστικό κτίσμα περιοχή Χαριλάου 8ο ΣΦ 350.000, τηλ. 800 δρχ. το 2ο μ. τηλ. 511-503. [398,675,550,714]
classified-ad: ΠΩΛΟΥΝΤΑΙ διαμερίσματα 60 μ2 εις Σταυρούπολη, τηλ. 221-679. [1049,889,1201,909]
classified-ad: ΠΡΟΣΟΧΗ: νεόδμητα διαμερίσματα πλησίον της θάλασσας στην Καλαμαριά, τηλ. 275-714. [1049,707,1201,737]
classified-ad: ΠΩΛΟΥΝΤΑΙ διαμερίσματα 60 και 100 μ2 καινουργή σε διάφορες περιοχές με ευκολίες πληρωμής. Πληροφορίες, τηλ. 256-096. [235,1370,387,1409]
classified-ad: ΠΑΠΑΔΟΠΟΥΛΟΣ Τμήμα κτηματομεσιτών, Καραγιάννη 19, τηλ. 234-162. Άγνωμοι παλαιότερης προσωπικοί χωρίς Αμπελοκήπους 720.000. [72,429,225,476]
classified-ad: ΠΩΛΕΙΤΑΙ διαμέρισμα 4 ΔΣΚ 130 μ2 ετοιμοπαράδοτο εις Ανάληψη, τηλ. 835-100. [398,1289,550,1318]
classified-ad: ΔΙΑΜΕΡΙΣΜΑΤΑ Κέντρου υπό 92 μ2 3 ΔΣΧ λουξ 140 μ2 προς 15.500 στα 140 μ2 6ος μέτρο κλεισμ, τηλ. 417-751. [72,1157,225,1196]
classified-ad: ΠΩΛΕΙΤΑΙ κατάστημα στο Κέντρο 60 μ2 1.300.000, τηλ. 266-700. [886,880,1038,899]
classified-ad: ΠΩΛΕΙΤΑΙ διαμέρισμα 88 μ2 εις Καλαμαριά 750.000, τηλ. 270-054. [1211,564,1364,585]
classified-ad: ΚΑΤΑΣΤΗΜΑ Στηλιουθα 50 μ2 Γέρον, υπό κατασκευή γωνία, παρουσιάζει σήμερα, Πάτρα 6.000 και 20.000 δρχ., Χαριλάου 3.500.000, τηλ. 266-700. [886,750,1038,799]
classified-ad: ΒΑΛΕΤΟΠΟΥΛΟΣ, τηλ. 230-373. Γραφειουχοι ιστορικ. 23 μ2 2 ΔΣΤΡ λουξ ακίνητο, Σειρά 80 μ2 κεντρικό, τηλ. 230-373. [235,875,387,914]
classified-ad: ...Καλαμαριά... [1382,165,1442,175]
column-7 [1044,117,1207,2159]
classified-ad: ΒΟΤΣΗΣ, τηλ. 832-270. Διαμ. εις Μαρτίου 83 μ2 600.000 και 117 μ2 850.000 έτοιμο 105 μ2 815.000. [72,295,225,325]
classified-ad: ΒΑΛΕΤΟΠΟΥΛΟΣ, τηλ. 230-373. Μεγάλη Μονοκατοικία Ρετιρέ 450 μ2 εις Νικολαΐδα, γωνιακό λουξ εις καλή περιοχή. [235,746,387,785]
classified-ad: ΕΙΣ Πανόραμα πωλείται οικόπεδο άρτιο, οικόπεδο 230 μ2 με 25 πολυ. 1.170 μ2 τηλ. 813-139 μ2 2.30. [1211,165,1364,195]
classified-ad: ΠΑΡΑΘΑΛΑΣΣΙΑ έξοχικά διαμερίσματα στην Νέα Καλλικράτεια διατίθενται με ευκολίες πληρωμής, τηλ. 713-723. [1049,123,1201,161]
classified-ad: ΠΩΛΕΙΤΑΙ διαμ. 110 μ2 3 ΔΣΤΚΑ λουξ κατασκ. ανατολ. πλήρως τηλ. 227-200. [723,646,876,676]
classified-ad: ΠΩΛΕΙΤΑΙ ιδιόκτητο γραφείο κεντρικό, 70 τ.μ., εις Τσιμισκή. Τηλ. 279-004. [1049,384,1201,414]
classified-ad: ΚΑΤΑΣΤΗΜΑ-Διαμερισματα 2 ΔΣΧ, 3 ΔΣΧ, 4 ΔΣΧ, προσοψη 65 μ2, 90 μ2 με 160 μ2 και 170 μ2 σε διάφορες περιοχές με ευκολίες πληρωμής, τηλ. 417-751. [72,1062,225,1110]
classified-ad: ΠΩΛΩ διαμ. εις τις Β. θέσεις εις 2ον όρος, 139 μ2 ρητιρέ, ΔΣΚ, καλ. αλόγιστο 1.500.000 Παπαδόπουλος, τηλ. 234-162. [72,748,225,786]
classified-ad: ΠΩΛΩ κατάστημα εις περιοχ. Νεάπολη 93 μ2 εις 7.112 μέτρα πρόσοψη στην όλη οδό 1.400.000. Παπαδόπουλος, τηλ. 234-162. [72,566,225,605]
classified-ad: ΟΙΚΟΠΕΔΟ εις Πυλαία 4.000 μ2 κατάλληλο για εξοχικά, τηλ. 529-021. [886,1160,1038,1180]
classified-ad: ΠΩΛΕΙΤΑΙ διαμ. 116 μ2 3 ΔΣΤΚΑ λουξ αντιπαροχή ιδιοκτήτη στην Ευκλείδη, τηλ. 227-200. [723,812,876,842]
classified-ad: ΔΙΑΜΕΡΙΣΜΑΤΑ, Εξαιρετικό Μακεδονικό 58 μ2 ΔΣ 160.000 μ2 Ευκλ. 150.000 ανάλογα, τηλ. 417-751. [72,1233,225,1272]
classified-ad: ΠΩΛΟΥΝΤΑΙ γραφεία στο κέντρο 60 μ2, 40 μ2 1.000.000 και 800.000 αντίστοιχα, Τηλ. 828-933. [886,527,1038,557]
classified-ad: ΠΩΛΕΙΤΑΙ διαμέρισμα 2 ΔΣΚ 48 μ2 τιμή 400 χιλ. τηλ. 835-100. [398,1265,550,1285]
classified-ad: ΠΩΛΟΥΝΤΑΙ διαμερισματα 100 μ2 μ2, 2 ΔΣΤ και 125 μ2 ανατολικό, τηλ. 426-926. [1211,198,1364,227]
classified-ad: ΚΑΤΑΣΤΗΜΑΤΑ Θηβαΐδος Αμφικτιόνων 153 μ2 ×1.300.000 και 2.800.000, Χαλκίδικης πλησίον 40 μ2 ×530.000, 175 μ2 ×600.000, Πυλαία 82 μ2 ×90.000. Δ. Ολυμπ. Μακεδονία, Λαγκαδά, τηλ. 421-035. [235,437,387,495]
classified-ad: ΖΗΤΕΙΤΑΙ διαμέρισμα 2 έως 3 δωματίων εκπληρωμένο με καλή διαφορά σε κεντρικό, τηλ. 002 ώρες καταστημάτων. [1211,123,1364,161]
classified-ad: ΠΩΛΕΙΤΑΙ διαμέρισμα 150.000 δρχ. εις Αγ. Σοφίας, τηλ. 269-034. [1211,517,1364,537]
classified-ad: ΠΩΛΕΙΤΑΙ διαμέρισμα 4 ΔΣΚ 150 μ2 στην Καλαμαριά, τηλ. 918-679. [1211,660,1364,679]
classified-ad: ΕΥΚΑΙΡΙΑ διαμέρισμα 83 τ.μ. με εις Αμπελοκήπους υγιεινής αξίας, Ροτόντας 600 χιλ. Τηλ. 524-827. [723,327,876,357]
classified-ad: ΒΑΛΕΤΟΠΟΥΛΟΣ, τηλ. 230-373. Πωλείται στην Αγ. Σοφίας 72 μ2 2 ΔΣΤΡ εις 100 μ2 κεντρικό, λουξ και 40 Εκκλησίας πωλείται 410.000. [235,832,387,871]
classified-ad: ΠΩΛΟΥΝΤΑΙ ρετιρέ εις Χαριλάου 137 μ2 3 ΔΣΤΚ 94 μ2 δύο τμήματα 1.100.000. Παπαδόπουλος, τηλ. 234-162. [72,833,225,872]
classified-ad: ΠΩΛΕΙΤΑΙ διαμ. 90 μ2 3 ΔΣΤΚΑ προσόψεως 8ος όροφος 630.000, τηλ. 227-200. [723,846,876,875]
classified-ad: ΠΩΛΟΥΝΤΑΙ 3 διαμ. από 126 μ2 ως 160 μ2 σε 2ον όροφο με υπόγειο και πάρκινγκ, τηλ. 828-933. [886,561,1038,590]
classified-ad: ΠΩΛΕΙΤΑΙ διαμ. 60 μ2 πλησίον Χαριλάου 3ος όροφος 500.000 ευκαιρία, τηλ. 828-933. [886,618,1038,647]
classified-ad: ΠΩΛΕΙΤΑΙ διαμέρισμα 70 μ2 εις Καλαμαριά, τηλ. 265-002. [1211,874,1364,894]
classified-ad: ΠΩΛΕΙΤΑΙ ρετιρέ 3 ΔΣΤΚ λουξ Καλαμαριά, τηλ. 221-679. [1049,912,1201,932]
column-5 [718,117,881,2159]
classified-ad: ΠΩΛΕΙΤΑΙ κατάστημα 150 μ2 εις κεντρικό δρόμο Καλαμαριάς 2.150.000 δρχ. τηλ. 523-791. [560,865,713,895]
classified-ad: ΙΑΤΡΕΙΑ - γραφεία στο κέντρο της πόλεως, τηλ. 228-988. [1211,589,1364,608]
classified-ad: ΚΑΛΛΗΣ, Γραφεία Τσιμισκή, Αγίων Σοφίας, Πάτρα κ.ά. 80 μ2 ×1.100.000, 850.000. Διαμερ. Άγ. Καλαμαριάς, Αρετσού, τηλ. 421-035. [235,394,388,432]
classified-ad: ΠΩΛΕΙΤΑΙ ρετιρέ Βασ. Γεωργίου 25ος πλήρης 58 μ2 τηλ. 835-100. [398,1099,550,1118]
classified-ad: ΠΩΛΟΥΝΤΑΙ διαμερίσματα εις Κάτω Τούμπα και περιοχές 100 μ2 εις 3ος όροφος. Τιμή: 750 χιλ. τηλ. 828-933. [886,675,1038,713]
classified-ad: ΠΩΛΩ άφεσα 214 μ2 δ' έτοιμη ταβέρνα εις περιοχήν Βασιλικόν λουκά, όνευ. 23 ώρες πρόσωπο με παρέα. [72,481,225,519]
classified-ad: ΒΟΤΣΗΣ, τηλ. 832-270. Διαμ. εις Βόταν 67 μ2 650.000 και 84 μ2 975.000, ανεξάρτητον. [72,361,225,391]
classified-ad: ΠΩΛΟΥΝΤΑΙ πλησίον καλλυντικού γεωτεχν. 130 μ2 και κατασκευή 6 ατομικών, Καλαμαριά 1.800.000, 1.100 ουλές, τηλ. 417-751. [72,1276,225,1315]
classified-ad: ΟΙΚΙΑ πωλείται ιδιόκτητη 2 δωμάτια, ανεξάρτητη ευκαιρία 450.000, τηλ. 813-683. [1211,265,1364,295]
classified-ad: ΝΑΛΜΠΑΝΤΗΣ, κτηματικό συναλλακτικό, Ι. Δραγούμη 81, Δ. Δημοσίων, Έγνατία 60, κτηματομεσίτης, Ιατρεία, γραφεία, τηλ. 524-827. [723,123,876,170]
classified-ad: ΠΩΛΕΙΤΑΙ διαμέρισμα 2 ΔΣΚ 100 μ2 καλ. με θέα στη θάλασσα. Αγοραστής 150 χιλ. Καλαμαριά. [398,489,550,518]
classified-ad: ΚΑΤΑΣΤΗΜΑ 120 μ2 3 ΔΣΤΚΑ εις Ασλάνη χιλ. 300.000 λουξ, Τηλ. 513-737. [723,1022,876,1052]
column-6 [881,117,1044,2159]
classified-ad: ΡΕΤΙΡΕ 3 ΔΣΤΚ λουξ 2.700.000, Χαριλάου τηλ. 225-092. [235,1279,387,1300]
classified-ad: ΠΩΛΕΙΤΑΙ διαμ. 80 μ2, 2ος όροφος, τηλ. 912-060. [1211,707,1364,727]
column-1 [67,117,230,2159]
classified-ad: ΒΟΤΣΗΣ, τηλ. 832-270. Ρετιρέ εις Θεσσαλονίκη 60 μ2 7.500, οργανώσεις κουζίνα. [72,395,225,424]
classified-ad: ΔΙΑΜΕΡΙΣΜΑ στην Καλαμαριά 35 μ2, 64 μ2 ΔΣΤΚ 103 μ2 και 340 χιλ. τηλ. 537-955. [235,1137,387,1166]
classified-ad: ΠΡΟΣΟΧΗ: Πωλούνται διαμερίσματα, καταστήματα, οικόπεδα και αγροτικές εκτάσεις, με εγγύηση, τηλ. 57-106. [1049,298,1201,337]
classified-ad: ΠΩΛΕΙΤΑΙ οικόπεδο 1.000 μ2 επί της Ναυαρτιρίου, μέχρι κτίσματος 64 μ2 προς 3.4 μ. τηλ. 523-791. [560,360,713,389]
classified-ad: ΟΙΚΟΠΕΔΟ πωλείται 270 τ.μ. εις περιοχή Τριανδρία 63 χιλ. Τηλ. 521-663. [398,641,550,671]
classified-ad: ΠΑΠΑΣΤΑΘΟΠΟΥΛΟΣ Γεώργιος: 'Αγίου Νικολάου 7, Καλαμαριά, τηλ. 237-926. [1049,451,1201,480]
classified-ad: ΠΩΛΕΙΤΑΙ εις την Βούλγαρη διαμερισμα 3 δωματίων 1.500.000 και 1.000.000 συνορος, τηλ. 226-223. [72,1509,225,1538]
classified-ad: ΚΑΛΛΗΣ Εμμ. κτηματικό συναλλακτικό γραφείο, Σμύρνης 47, Καλαμαριά, τηλ. 421-035. [235,123,387,152]
classified-ad: ΑΓΡΟΚΤΗΜΑ Χρυσούπολις 16 στρέμματα, μονοκατοικία 3ΔΣ και υποστατικά. Επίσης Πολίχνη 56 στρέμ., τηλ. 421-035. [235,499,387,537]
classified-ad: ΟΙΚΟΔΟΜΙΚΗ Επιχείρηση 'Αρσέ Τούμπα', Πωλούνται διαμερίσματα 1, 2, 3 και 4 δωματίων, τηλ. 237-926. [1049,517,1201,546]
classified-ad: ΠΩΛΕΙΤΑΙ ρετιρέ 75 μ2 εις Κάτω Τούμπα, 600 χιλ., τηλ. 828-933. [886,394,1038,414]
classified-ad: ΖΗΤΕΙΤΑΙ προς αγορά μέτρησης φθηνό ευρύχωρο 75 μ2 διαμερισμα με συμπληρωματικότερο. Καλαμαριά Πληροφ. τηλ. 226-223. [72,1405,225,1444]
classified-ad: ΠΩΛΕΙΤΑΙ κατάστημα επί της οδού Ερμού 150 μ2 και υπόγειο. Τηλ. 523-791. [560,636,713,665]
classified-ad: ΔΙΑΜΕΡΙΣΜΑ στην Τούμπα 83 μ2 με 2 ΔΣΤΚ 13 ωτων πρόσοψη εις Ασκληπιού, τηλ. 537-955. [235,1060,387,1090]
classified-ad: ΠΩΛΟΥΝΤΑΙ διαμερίσματα στο κέντρο, τηλ. 219-050. [1211,826,1364,846]
classified-ad: ΚΑΛΛΗΣ, Αγροτεμάχια Πυλαία 4.500 μ2, Ασβεστοχώρι 1.300 μ2, Επίσης ένα κατάστημα, τηλ. 421-035. [235,670,387,699]
classified-ad: ΠΩΛΕΙΤΑΙ διαμ. 150 μ2 4 ΔΣΚ εις περιοχή Ευκλείδου γωνιακό, τηλ. 227-200. [723,880,876,909]
classified-ad: ΚΑΛΛΗΣ, Πωλούνται διαμερίσματα Νέα Κρήνη 105 μ2 ×6.900, 60 μ2 ×2.4.7.000, καλ. 80 μ2 ×6.500, 9.850, Αγ. Παντελεήμων 102 μ2 ×6.800, Φοίνικα 90 μ2 ×4.900. Πρόκειται για 30 μ2 ×4.9.500, 100 μ2 ×6.000, 4 ΔΣΤΚ. [235,155,387,223]
classified-ad: ΠΩΛΟΥΝΤΑΙ διαμερίσματα 85 μ2 και 88 μ2 εις Καλαμαριά, τηλ. 269-034. [1211,427,1364,456]
classified-ad: ΕΥΚΑΙΡΙΑ Καλαμαριά διαμ. 95 τ.μ. 3 ΔΣΤΚ λουξ 980 χιλ. Τηλ. 650-690. [886,1051,1038,1070]
classified-ad: ΠΩΛΟΥΝΤΑΙ δύο οικόπεδα έναντι του Αριστοτελείου, της Ελληνικού γηπέδου με κτίσματα, συνολικώς 2.000 μ2 σε διάφορα 5.900 μ2 σε 30.000 δρχ. τηλ. 523-791. [560,165,713,213]
classified-ad: ΠΩΛΩ κατάστημα στην Εγνατία 225 μ2 πρώτη και 4 ΔΣΚ διαμερισματα 400 με Εκθεσιακό 1 τμηματος 112, τηλ. 225-092. [235,1203,387,1243]
classified-ad: ΠΩΛΕΙΤΑΙ οικόπεδο 600 μ2 επί της Ολυμπιάδος με 2 προσόψεις και κτίσματα, τηλ. 523-791. [560,470,713,499]
classified-ad: ΠΩΛΕΙΤΑΙ διαμ. 2 ΔΣΚ λουξ, Παπαναστασίου 80 μ2 Τηλ. 828-933. [886,593,1038,614]
classified-ad: ΒΟΤΣΗΣ, τηλ. 832-270. Διαμ. εις Κάτω Τούμπα 83 μ2 580.000, δια λόγου 78 μ2 625.000. [72,328,225,357]
classified-ad: ΓΚΑΡΣΟΝΙΕΡΕΣ πολυτελέστατες 1 και 2 δωμ. Χ. και Λ. πλήρης 24 μ2 ×1.4 τ.μ. Περιοχή Λεωφ. Νίκης Πολιούπολι από 9—10.000 δρχ. το μ2, τηλ. 225-272. [398,123,550,170]
classified-ad: ΠΩΛΕΙΤΑΙ διαμέρισμα 110 μ2 3 ΔΣΤΚΑ εις Καλαμαριά 1.100.000. Χαριλάου, Τηλ. 266-700. [886,718,1038,747]
column-8 [1207,117,1370,2159]
classified-ad: ΠΩΛΟΥΝΤΑΙ εξοχικά διαμερίσματα εις Περαία, τηλ. 221-679. [1049,936,1201,956]
classified-ad: ΠΩΛΕΙΤΑΙ διαμ. 1 εις Χαριλάου καλ. 82 μ2, 2 ΔΣΚΑ λουξ εις 4.10.4. Ολυμπιάδος 15. [398,1122,550,1152]
classified-ad: ΒΑΛΕΤΟΠΟΥΛΟΣ, τηλ. 230-373. Μονοκατοικία Μαρτίου 100 μ2 2 ΔΣΤΡ εις 480.000 αλλοίωσης, Ιωάννη 42, τηλ. 230-373. [235,951,387,990]
classified-ad: ΚΑΤΑΣΤΗΜΑΤΑ κεντρικά 105 και 70 μ2 πωλούνται με ευκολίες πληρωμής. Πληροφορίες τηλ. 275-418. [398,1322,550,1351]
classified-ad: ΔΙΑΜΕΡΙΣΜΑ στην Τριανδρία, 2ος όροφος, λουξ, 64 μ2 τιμή 390.000. Λιάκος 513-737. [723,1145,876,1175]
classified-ad: ΠΩΛΟΥΝΤΑΙ 100 μ2 διαμερίσματα εις περιοχή Χαριλάου, τηλ. 813-009. [1211,731,1364,750]
column-3 [393,117,556,2159]
classified-ad: ΠΩΛΕΙΤΑΙ διαμ. 3 ΔΣΚ 90 μ2 Ν. Κρήνη, τηλ. 219-050. [1211,850,1364,869]
classified-ad: ΠΩΛΕΙΤΑΙ ρετιρέ πλήρεις οικόπεδα, 75 μ2 ισόγειο 4 ΔΣΤΚ, ανατολικό, 4ος όροφος, τηλ. 835-100. [398,1156,550,1185]
classified-ad: ΚΑΛΛΗΣ, Οικόπεδα 8ορίου 350 μ2 2.600.000. Πυλαία, Ανάληψη κ.λ.π. Αγ. Ιωάννης, Ιονίας, τηλ. 421-035. [235,636,387,666]
classified-ad: ΠΡΟΣΟΧΗ: πωλείται δίκλινο με αριθμ. 'Ολυμπ. 124Α, τιμή λογική, τηλ. 275-714. [1049,584,1201,613]
classified-ad: ΠΩΛΕΙΤΑΙ κατάστημα 40 μ2 στην Εγνατία, τηλ. 219-050. [1211,802,1364,823]
classified-ad: ΠΩΛΕΙΤΑΙ διαμέρισμα 102 μ2 3 ΔΣΤΚ λουξ μέ ευκολίες πληρωμής εις Καλαμαριά. Λιάκος 513-737. [723,1284,876,1313]
classified-ad: ΒΑΛΕΤΟΠΟΥΛΟΣ, τηλ. 230-373. Επιστροφή, Αλεξανδρείας 80 μ2 2 ΔΣΤΡ 3 καλή, τηλ. 230-373. [235,918,387,947]
classified-ad: ΠΩΛΟΥΝΤΑΙ εκτός σχεδίου εις Χορτιάτη, Πλαγιάρι, Θέρμη οικόπεδα 4.000 μ2 και 10.000 μ2 κατάλληλα για εξοχικές κατοικίες, τηλ. 523-791. [560,974,713,1013]
classified-ad: ΠΩΛΕΙΤΑΙ διαμέρισμα εις την Τούμπα, καλή ευκαιρία, τηλ. 814-238. [1211,403,1364,423]
classified-ad: ΠΩΛΕΙΤΑΙ στο Καλαμαριά 100 μ2 εις Αγία Τριάδα με 23 τιμή προσοψη εις εις 150 μ2, τηλ. 537-955. [235,1170,387,1200]
classified-ad: ΠΩΛΕΙΤΑΙ διαμ. 85 μ2 2 ΔΣΤΚΑ ευκαιρία, ανετό 700.000, τηλ. 227-200. [723,779,876,808]
classified-ad: ΠΩΛΕΙΤΑΙ διαμ. 110 μ2, 3ος όροφος, Μαρτίου, τηλ. 270-054. [1211,541,1364,561]
classified-ad: ΚΤΗΜΑΤΙΚΟΝ γραφείον Καλαμαριάς Χαριλάου 34, τηλ. 417-751. [72,876,225,906]
classified-ad: ΔΙΑΜΕΡΙΣΜΑ 3 ΔΣΤΚ λουξ 90 μ2 στην Καλαμαριά, Λιάκος 513-737. [723,1202,876,1223]
classified-ad: ΔΙΑΜΕΡΙΣΜΑ 85 τ.μ. 2 ΔΣΤΚΑΣ Καντουνάκια 590.000, τηλ. 650-690. [886,937,1038,956]
classified-ad: ΠΩΛΟΥΝΤΑΙ διαμερίσματα εις Καλαμαριά 1.200.000. Ευκαιρία, Τηλ. 275-714. [1049,675,1201,704]
classified-ad: ΕΥΚΑΙΡΙΑ: Διαμέρισμα 135 μ2 λουξ σε καλή περιοχή 1.450.000, Τηλ. 221-679. [1049,832,1201,861]
classified-ad: ΚΑΛΛΗΣ, Οικόπεδα 8ορίου 350 μ2 2.600.000. Πυλαία 175 μ2, 600.000, Κάτω 256 μ2, 720.000, Αγ. Ν. Πλαστήρα 1.300 μ2 ×500.000. Ανάλυση 369 μ2 ×1.650.000. Τηλ. 421-035. [235,280,387,338]
classified-ad: ΚΑΤΑΣΤΗΜΑ 42 τ.μ. στη Θεσσαλονίκη, τηλ. 221-679. [1049,865,1201,884]
classified-ad: ΑΓΟΡΑΙ - πωλήσεις - ενοικιάσεις - κτηματικό γραφείο Τσιμισκή, τηλ. 227-200. [723,503,876,532]
classified-ad: ΠΩΛΟΥΝΤΑΙ διαμερίσματα 2 ΔΣΚ εις Μαρτίου 60 μ2 τηλ. 912-060. [1211,683,1364,704]
classified-ad: ΠΩΛΟΥΝΤΑΙ δύο διαμερίσματα καινούργια 2 και 3 δωματίων Ευκλείδου 50 τηλ. 630-002 — 57-106. [1049,265,1201,295]
classified-ad: ΑΝΤΙΠΑΡΟΧΗ οικόπεδα εις Νεάπολη, Σταυρούπολη, Πολίχνη, Αγ. Παύλος, Αμπελόκηποι, Λαγκαδά 26, 1. Δραγούμη 61, τηλ. 524-827. [723,175,876,213]
classified-ad: ΒΟΤΣΗΣ, τηλ. 832-270. Διαμ. εις Χαριλάου 101 μ2 750.000 έτοιμο, λουξ. [72,205,225,234]
classified-ad: ΜΟΝΟΚΑΤΟΙΚΙΑ εις Βύζαντιον γωνιακό 2 ΣΔΧ ζ αναλόγως 775 μ2 900.000 και 1.700.000, τηλ. 417-751. [72,1028,225,1057]
classified-ad: ΠΩΛΟΥΝΤΑΙ διαμ. 3 ΔΣΤΚ εις Τούμπα, 1.100.000, τηλ. 228-988. [1211,612,1364,632]
classified-ad: ΠΩΛΕΙΤΑΙ διαμ. πλησίον 8ην Όλγας Μπενάκη 3 ΔΣΚ λουξ εις αγορά 50 τ.μ. 170 μ2 παλαιό, τηλ. 835-100. [398,913,550,942]
classified-ad: ΚΤΗΜΑΤΟΜΕΣΙΤΙΚΗ Γεωργία, Βασ. Όλγας 172, τηλ. 835-190. Πωλούνται διαμερισμ. Επίσης ακίνητα, Πύργοι δια έρπλα ολοκλ. την τιμήν ανάλογα. [398,794,550,833]
classified-ad: ΔΙΑΘΕΤΩ 630.000 δρχ. εις αγορά διαμερισματος 2ου όροφο στην Μαρτίου, 813-683, 419-006. [1211,232,1364,261]
classified-ad: ΡΕΤΙΡΕ πωλείται 126 μ2 3 ΔΣΤΚΑ λουξ εις κεντρικό δρόμο Καλαμαριάς, τηλ. 227-200. [723,679,876,708]
classified-ad: ΠΩΛΟΥΝΤΑΙ έναντι του νέου Θεαγένειου οικόπεδα σε 26 χιλ. μέτρο τα 3.000 τ.μ., τηλ. 523-791. [560,536,713,566]
classified-ad: ΠΩΛΕΙΤΑΙ ρετιρέ Βασ. Όλγας Ζητούμενο προ κατασκευή. 42, 130 μ2 60 χιλ. Καλαμαριά κ.λ.π. 1.820.000, τηλ. 835-100. [398,1222,550,1261]
classified-ad: ΚΑΤΑΣΤΗΜΑΤΑ με χώρους κεντρικά Αριστοτέλους με κλειδιά χωρίς υψηλή διαπραγμάτευση. Τηλ. 524-827. [723,251,876,290]
section-heading-akinita: ΑΚΙΝΗΤΑ [97,126,200,145]
classified-ad: ΠΡΟΣΟΧΗ: Πωλείται κ.λ. Δημοδότης οικογένεια ανατολική εκταση καταστήματα τα εμπόριον διαμερισματα ιδιωτικά μετά διαμερισματα βιομηχανικά Ηπειρος και πόλη. [72,1448,225,1506]
classified-ad: ΒΟΤΣΗΣ, τηλ. 832-270. Ρετιρέ εις Εύοσμον 87 μ2 700.000 έτοιμον 1 Δ.Σ.Χ.Α. και πολυτελές. [72,262,225,291]
classified-ad: ΠΩΛΕΙΤΑΙ οικόπεδο 400 μ2 εις Πυλαία, τηλ. 219-050. [1211,779,1364,798]
classified-ad: ΔΙΑΜΕΡΙΣΜΑΤΑ έτοιμα 2 ΔΣΚΑ εις Αρετσού 70 και 80 μ2 από 650 χιλ., τηλ. 237-926. [1049,484,1201,514]
classified-ad: ΠΡΟΣΟΧΗ: Τα προς πώλησιν διαμερίσματα μας διατίθενται με όλες τις ευκολίες πληρωμής, τηλ. 227-200. [723,955,876,995]
classified-ad: ΠΩΛΕΙΤΑΙ ρετιρέ εις ένα ιστορικό παρουσιαστικό καλ. 130 μ2 με εις 60 δρχ., αριθμόν 16 μ2 εις 1.4.6.060.000 λουξ, 835-100. [398,1023,550,1061]
classified-ad: ΑΡΤΟΠΑΡΑΓΑΙΑ με εγκαταστάσεις πρώτο, 1.500.000 προσφορά, Αγ. Τουρκική 2.500 μ2 κ.λ.π. 1.100.000 και 1.200 μ2, τηλ. 417-751. [72,985,225,1025]
classified-ad: ΠΩΛΕΙΤΑΙ πλησίον εις Βιζάντιον Βόυσ 250 τ.μ. τηλ. 521-663. [398,618,550,637]
